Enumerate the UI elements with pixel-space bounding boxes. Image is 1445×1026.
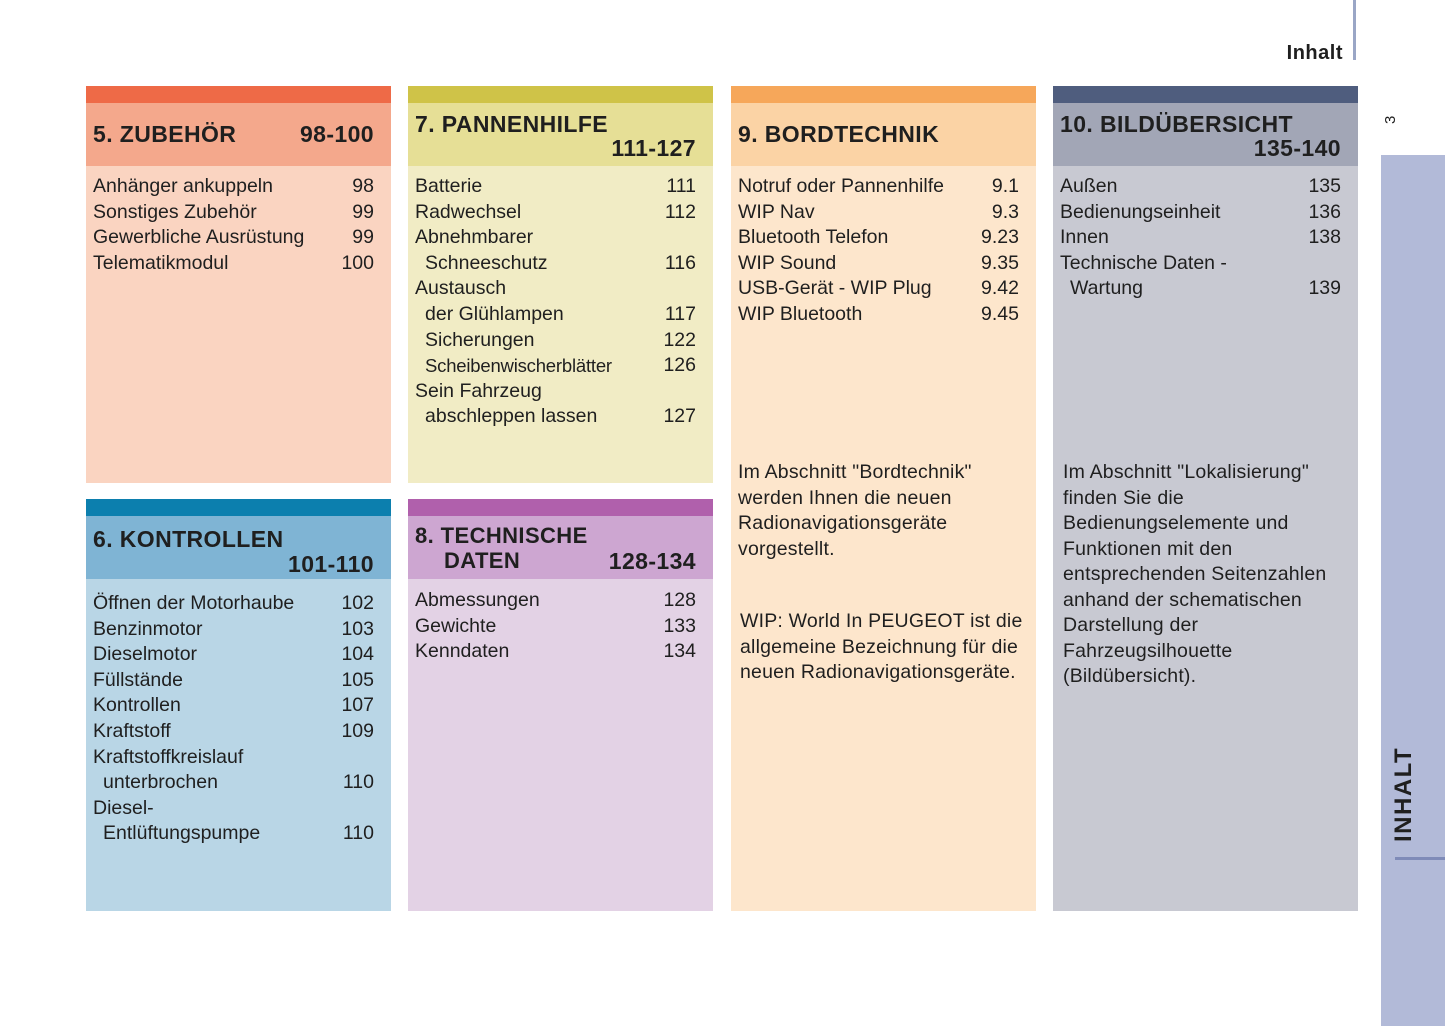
item-page: 126	[663, 354, 696, 377]
section-topbar	[86, 499, 391, 516]
list-item[interactable]	[93, 200, 374, 226]
section-title: 7. PANNENHILFE	[415, 111, 609, 137]
section-title: 6. KONTROLLEN	[93, 526, 284, 552]
item-label: Austausch	[415, 277, 507, 300]
list-item[interactable]	[415, 251, 696, 277]
item-label: Benzinmotor	[93, 617, 203, 640]
item-page: 110	[342, 771, 374, 794]
list-item[interactable]	[415, 174, 696, 200]
item-label: Bedienungseinheit	[1060, 200, 1221, 223]
item-page: 9.3	[991, 200, 1019, 223]
section-topbar	[86, 86, 391, 103]
section-body	[408, 579, 713, 911]
item-label: Sonstiges Zubehör	[93, 200, 257, 223]
item-label: USB-Gerät - WIP Plug	[738, 277, 932, 300]
list-item[interactable]	[738, 174, 1019, 200]
list-item[interactable]	[415, 639, 696, 665]
item-page: 9.35	[981, 251, 1019, 274]
section-body	[1053, 166, 1358, 911]
list-item[interactable]	[415, 379, 696, 405]
section-header[interactable]	[408, 516, 713, 579]
item-page: 122	[663, 328, 696, 351]
list-item[interactable]	[93, 719, 374, 745]
list-item[interactable]	[93, 745, 374, 771]
item-label: Füllstände	[93, 668, 183, 691]
list-item[interactable]	[93, 693, 374, 719]
section-page-range: 101-110	[288, 551, 374, 577]
item-page: 111	[666, 175, 696, 197]
item-page: 99	[352, 226, 374, 249]
section-title-line2: DATEN	[444, 548, 521, 573]
list-item[interactable]	[415, 200, 696, 226]
list-item[interactable]	[1060, 251, 1341, 277]
list-item[interactable]	[738, 200, 1019, 226]
section-topbar	[731, 86, 1036, 103]
list-item[interactable]	[738, 302, 1019, 328]
section-technische-daten	[408, 499, 713, 911]
item-page: 135	[1308, 175, 1341, 197]
item-page: 133	[663, 614, 696, 637]
list-item[interactable]	[93, 225, 374, 251]
item-label: Sicherungen	[425, 328, 535, 351]
section-header[interactable]	[86, 516, 391, 579]
section-page-range: 135-140	[1253, 135, 1341, 161]
section-topbar	[1053, 86, 1358, 103]
item-label: Diesel-	[93, 796, 154, 819]
list-item[interactable]	[415, 302, 696, 328]
item-page: 103	[341, 617, 374, 640]
item-label: Kraftstoff	[93, 719, 171, 742]
item-page: 128	[663, 589, 696, 611]
item-page: 112	[664, 200, 696, 223]
list-item[interactable]	[93, 642, 374, 668]
list-item[interactable]	[93, 617, 374, 643]
item-label: WIP Sound	[738, 251, 837, 274]
item-label: WIP Nav	[738, 200, 815, 223]
list-item[interactable]	[415, 588, 696, 614]
item-page: 9.23	[981, 226, 1019, 249]
item-page: 105	[341, 668, 374, 691]
item-page: 104	[341, 643, 374, 666]
item-label: Innen	[1060, 226, 1109, 249]
list-item[interactable]	[93, 668, 374, 694]
list-item[interactable]	[415, 276, 696, 302]
item-label: Technische Daten -	[1060, 251, 1227, 274]
section-header[interactable]	[86, 103, 391, 166]
item-page: 127	[663, 405, 696, 428]
section-page-range: 98-100	[299, 121, 374, 147]
list-item[interactable]	[1060, 174, 1341, 200]
item-page: 107	[341, 694, 374, 717]
list-item[interactable]	[415, 353, 696, 379]
section-title: 5. ZUBEHÖR	[93, 121, 237, 147]
item-label: Kraftstoffkreislauf	[93, 745, 244, 768]
item-label: Scheibenwischerblätter	[425, 355, 612, 377]
item-label: Bluetooth Telefon	[738, 226, 889, 249]
list-item[interactable]	[93, 591, 374, 617]
section-page-range: 111-127	[611, 135, 696, 161]
item-page: 138	[1308, 226, 1341, 249]
item-page: 99	[352, 200, 374, 223]
section-topbar	[408, 499, 713, 516]
item-label: Öffnen der Motorhaube	[93, 592, 295, 614]
item-page: 136	[1308, 200, 1341, 223]
list-item[interactable]	[738, 225, 1019, 251]
item-label: unterbrochen	[103, 771, 218, 794]
section-bilduebersicht	[1053, 86, 1358, 911]
item-label: Gewichte	[415, 614, 497, 637]
item-page: 9.45	[981, 302, 1019, 325]
item-label: Anhänger ankuppeln	[93, 175, 273, 197]
item-label: Gewerbliche Ausrüstung	[93, 226, 305, 249]
item-label: Wartung	[1070, 277, 1143, 300]
section-header[interactable]	[731, 103, 1036, 166]
item-page: 139	[1308, 277, 1341, 300]
item-label: Entlüftungspumpe	[103, 822, 261, 845]
section-body	[731, 166, 1036, 911]
list-item[interactable]	[93, 821, 374, 847]
item-label: Außen	[1060, 175, 1118, 197]
section-topbar	[408, 86, 713, 103]
list-item[interactable]	[738, 251, 1019, 277]
section-header[interactable]	[1053, 103, 1358, 166]
item-page: 9.42	[981, 277, 1019, 300]
list-item[interactable]	[415, 225, 696, 251]
section-body	[86, 579, 391, 911]
item-page: 9.1	[991, 175, 1019, 197]
section-body	[86, 166, 391, 483]
item-page: 98	[352, 175, 374, 197]
side-tab[interactable]	[1381, 155, 1445, 1026]
list-item[interactable]	[738, 276, 1019, 302]
list-item[interactable]	[415, 404, 696, 430]
section-kontrollen	[86, 499, 391, 911]
item-page: 117	[664, 302, 696, 325]
section-note: Im Abschnitt "Lokalisierung" finden Sie die Bedienungselemente und Funktionen mit den entsprechenden Seitenzahlen anhand der schematischen Darstellung der Fahrzeugsilhouette (Bildübersicht).	[1063, 461, 1327, 687]
list-item[interactable]	[1060, 225, 1341, 251]
section-page-range: 128-134	[608, 548, 696, 574]
section-zubehoer	[86, 86, 391, 483]
section-bordtechnik	[731, 86, 1036, 911]
item-page: 100	[341, 251, 374, 274]
wip-note: WIP: World In PEUGEOT ist die allgemeine Bezeichnung für die neuen Radionavigationsgeräte.	[740, 610, 1023, 683]
item-page: 102	[341, 592, 374, 614]
list-item[interactable]	[415, 328, 696, 354]
item-label: WIP Bluetooth	[738, 302, 863, 325]
item-page: 134	[663, 640, 696, 663]
list-item[interactable]	[1060, 276, 1341, 302]
section-title: 8. TECHNISCHE	[415, 523, 588, 548]
section-body	[408, 166, 713, 483]
item-label: Schneeschutz	[425, 251, 548, 274]
list-item[interactable]	[1060, 200, 1341, 226]
item-label: Kenndaten	[415, 640, 510, 663]
page-title: Inhalt	[1286, 42, 1343, 64]
list-item[interactable]	[415, 614, 696, 640]
item-label: abschleppen lassen	[425, 405, 598, 428]
item-page: 110	[342, 822, 374, 845]
item-label: der Glühlampen	[425, 302, 564, 325]
section-title: 10. BILDÜBERSICHT	[1060, 111, 1293, 137]
item-label: Batterie	[415, 175, 483, 197]
section-pannenhilfe	[408, 86, 713, 483]
item-page: 109	[341, 719, 374, 742]
side-tab-label[interactable]: INHALT	[1390, 746, 1417, 842]
item-label: Sein Fahrzeug	[415, 379, 542, 402]
item-label: Abnehmbarer	[415, 226, 534, 249]
list-item[interactable]	[93, 174, 374, 200]
list-item[interactable]	[93, 796, 374, 822]
side-tab-rule	[1395, 857, 1445, 860]
section-note: Im Abschnitt "Bordtechnik" werden Ihnen die neuen Radionavigationsgeräte vorgestellt.	[738, 461, 972, 560]
item-label: Telematikmodul	[93, 251, 229, 274]
header-rule	[1353, 0, 1356, 60]
item-label: Abmessungen	[415, 589, 540, 611]
item-label: Dieselmotor	[93, 643, 198, 666]
item-label: Radwechsel	[415, 200, 522, 223]
item-page: 116	[664, 251, 696, 274]
list-item[interactable]	[93, 251, 374, 277]
list-item[interactable]	[93, 770, 374, 796]
section-title: 9. BORDTECHNIK	[738, 121, 940, 147]
page-number: 3	[1382, 115, 1399, 124]
item-label: Notruf oder Pannenhilfe	[738, 175, 944, 197]
item-label: Kontrollen	[93, 694, 181, 717]
section-header[interactable]	[408, 103, 713, 166]
